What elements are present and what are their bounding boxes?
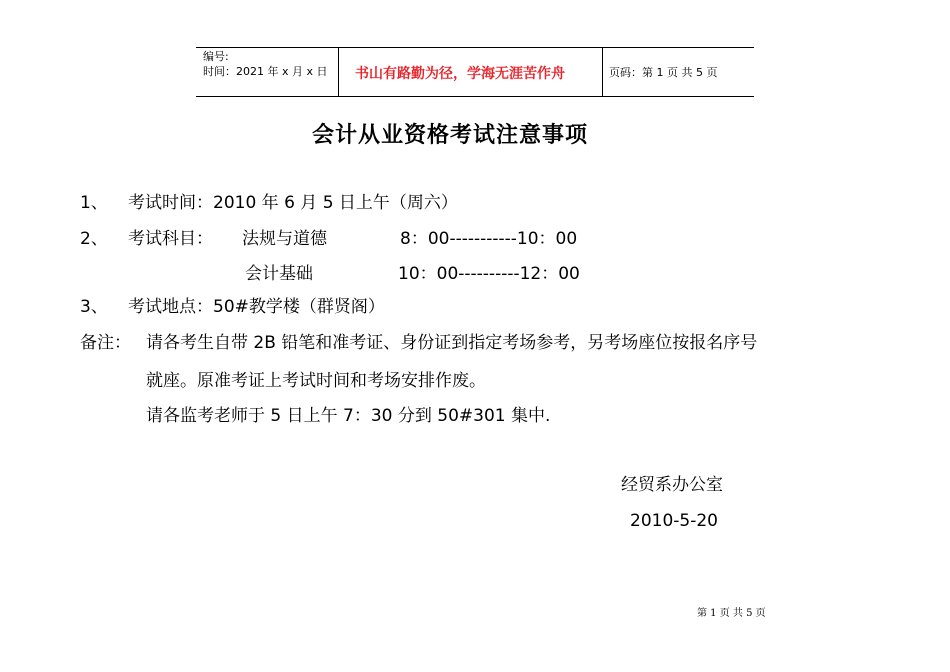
- issuing-office: 经贸系办公室: [621, 475, 723, 495]
- exam-time: 考试时间：2010 年 6 月 5 日上午（周六）: [128, 193, 458, 213]
- exam-location: 考试地点：50#教学楼（群贤阁）: [128, 297, 385, 317]
- item-number: 1、: [80, 193, 108, 213]
- page-info: 页码：第 1 页 共 5 页: [609, 66, 718, 79]
- notes-label: 备注：: [80, 333, 131, 353]
- notes-line: 就座。原准考证上考试时间和考场安排作废。: [146, 371, 486, 391]
- issue-date: 2010-5-20: [630, 511, 718, 531]
- subject-name: 法规与道德: [242, 229, 327, 249]
- header-divider: [602, 48, 603, 96]
- header-motto: 书山有路勤为径，学海无涯苦作舟: [355, 66, 565, 82]
- exam-subject-label: 考试科目：: [128, 229, 213, 249]
- item-number: 3、: [80, 297, 108, 317]
- notes-line: 请各考生自带 2B 铅笔和准考证、身份证到指定考场参考，另考场座位按报名序号: [146, 333, 758, 353]
- notes-line: 请各监考老师于 5 日上午 7：30 分到 50#301 集中.: [146, 406, 551, 426]
- subject-name: 会计基础: [245, 264, 313, 284]
- document-title: 会计从业资格考试注意事项: [312, 123, 589, 148]
- serial-label: 编号:: [203, 50, 229, 63]
- item-number: 2、: [80, 229, 108, 249]
- time-label: 时间：2021 年 x 月 x 日: [203, 65, 328, 78]
- header-divider: [338, 48, 339, 96]
- footer-page-number: 第 1 页 共 5 页: [697, 608, 766, 619]
- subject-time: 8：00-----------10：00: [400, 229, 578, 249]
- subject-time: 10：00----------12：00: [398, 264, 580, 284]
